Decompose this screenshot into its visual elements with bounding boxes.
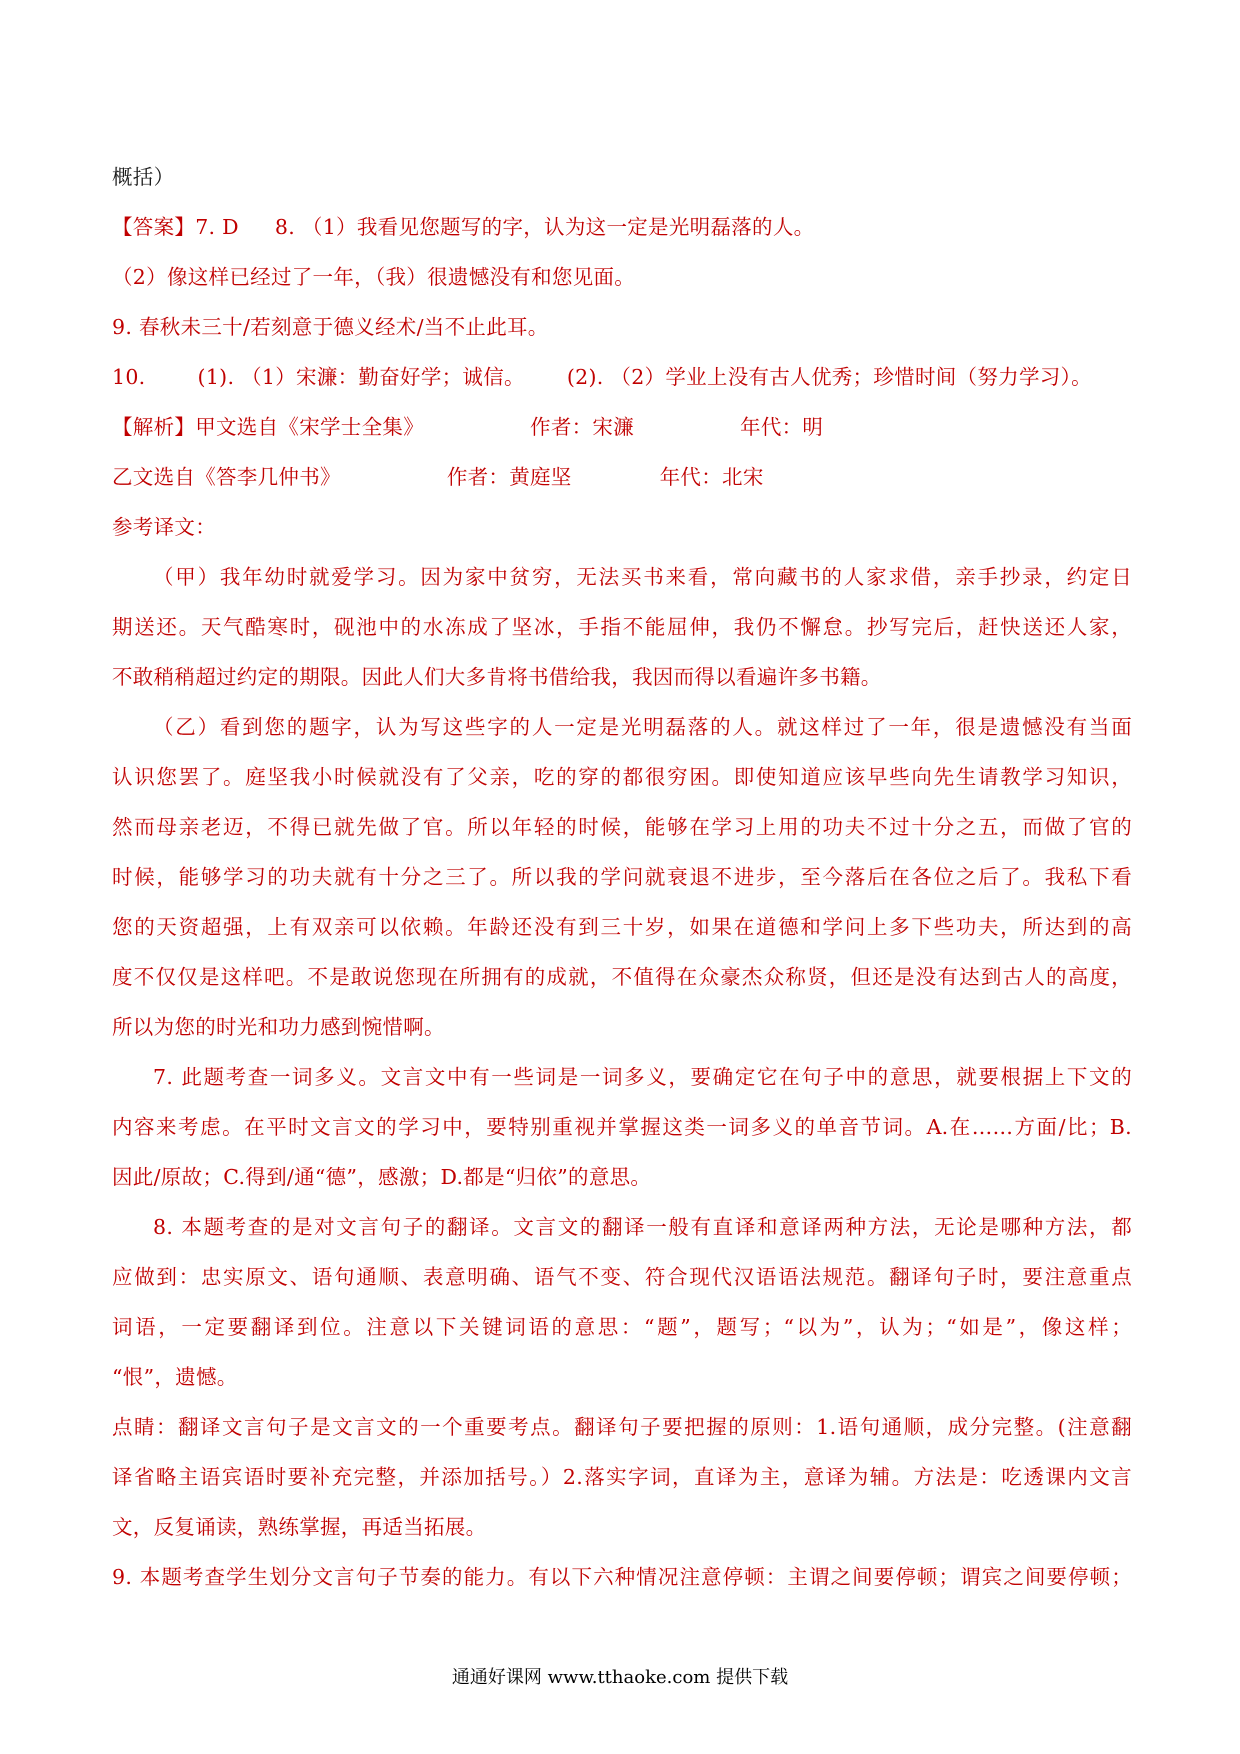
source-yi: 乙文选自《答李几仲书》 [112, 465, 341, 489]
analysis-7-line: 内容来考虑。在平时文言文的学习中，要特别重视并掌握这类一词多义的单音节词。A.在……方面/比；B. [112, 1115, 1132, 1139]
analysis-9-line: 9. 本题考查学生划分文言句子节奏的能力。有以下六种情况注意停顿：主谓之间要停顿；谓宾之间要停顿； [112, 1565, 1132, 1589]
analysis-8-line: 词语，一定要翻译到位。注意以下关键词语的意思：“题”，题写；“以为”，认为；“如是”，像这样； [112, 1315, 1132, 1339]
translation-yi-line: 您的天资超强，上有双亲可以依赖。年龄还没有到三十岁，如果在道德和学问上多下些功夫，所达到的高 [112, 915, 1132, 939]
translation-jia-line: 期送还。天气酷寒时，砚池中的水冻成了坚冰，手指不能屈伸，我仍不懈怠。抄写完后，赶快送还人家， [112, 615, 1132, 639]
era-jia: 年代：明 [740, 415, 824, 439]
analysis-8-line: 8. 本题考查的是对文言句子的翻译。文言文的翻译一般有直译和意译两种方法，无论是哪种方法，都 [153, 1215, 1132, 1239]
analysis-tag: 【解析】 [112, 415, 196, 439]
answer-8-2: （2）像这样已经过了一年，（我）很遗憾没有和您见面。 [112, 265, 636, 289]
author-yi: 作者：黄庭坚 [446, 465, 572, 489]
answer-tag: 【答案】 [112, 215, 196, 239]
translation-yi-line: 度不仅仅是这样吧。不是敢说您现在所拥有的成就，不值得在众豪杰众称贤，但还是没有达到古人的高度， [112, 965, 1132, 989]
text-line-intro: 概括） [112, 165, 175, 189]
answer-line-1 [112, 202, 1132, 252]
key-point-line: 点睛：翻译文言句子是文言文的一个重要考点。翻译句子要把握的原则：1.语句通顺，成分完整。(注意翻 [112, 1415, 1132, 1439]
translation-yi-line: 时候，能够学习的功夫就有十分之三了。所以我的学问就衰退不进步，至今落后在各位之后了。我私下看 [112, 865, 1132, 889]
translation-heading: 参考译文： [112, 515, 216, 539]
answer-10-part-1: (1). （1）宋濂：勤奋好学；诚信。 [197, 365, 525, 389]
analysis-source-line-1 [112, 402, 1132, 452]
analysis-8-line: “恨”，遗憾。 [112, 1365, 238, 1389]
answer-9: 9. 春秋未三十/若刻意于德义经术/当不止此耳。 [112, 315, 549, 339]
translation-yi-line: 认识您罢了。庭坚我小时候就没有了父亲，吃的穿的都很穷困。即使知道应该早些向先生请教学习知识， [112, 765, 1132, 789]
answer-7: 7. D [195, 215, 239, 239]
answer-8-1: 8. （1）我看见您题写的字，认为这一定是光明磊落的人。 [274, 215, 815, 239]
answer-10 [112, 352, 1132, 402]
translation-yi-line: 然而母亲老迈，不得已就先做了官。所以年轻的时候，能够在学习上用的功夫不过十分之五，而做了官的 [112, 815, 1132, 839]
analysis-7-line: 7. 此题考查一词多义。文言文中有一些词是一词多义，要确定它在句子中的意思，就要根据上下文的 [153, 1065, 1132, 1089]
document-page [112, 152, 1132, 1602]
translation-yi-line: （乙）看到您的题字，认为写这些字的人一定是光明磊落的人。就这样过了一年，很是遗憾没有当面 [153, 715, 1132, 739]
translation-yi-line: 所以为您的时光和功力感到惋惜啊。 [112, 1015, 445, 1039]
key-point-line: 文，反复诵读，熟练掌握，再适当拓展。 [112, 1515, 487, 1539]
source-jia: 甲文选自《宋学士全集》 [195, 415, 425, 439]
translation-jia-line: （甲）我年幼时就爱学习。因为家中贫穷，无法买书来看，常向藏书的人家求借，亲手抄录，约定日 [153, 565, 1132, 589]
analysis-8-line: 应做到：忠实原文、语句通顺、表意明确、语气不变、符合现代汉语语法规范。翻译句子时，要注意重点 [112, 1265, 1132, 1289]
analysis-7-line: 因此/原故；C.得到/通“德”，感激；D.都是“归依”的意思。 [112, 1165, 652, 1189]
translation-jia-line: 不敢稍稍超过约定的期限。因此人们大多肯将书借给我，我因而得以看遍许多书籍。 [112, 665, 882, 689]
author-jia: 作者：宋濂 [530, 415, 635, 439]
answer-10-number: 10. [112, 365, 146, 389]
page-footer: 通通好课网 www.tthaoke.com 提供下载 [451, 1667, 789, 1688]
era-yi: 年代：北宋 [659, 465, 764, 489]
analysis-source-line-2 [112, 452, 1132, 502]
answer-10-part-2: (2). （2）学业上没有古人优秀；珍惜时间（努力学习）。 [566, 365, 1092, 389]
key-point-line: 译省略主语宾语时要补充完整，并添加括号。）2.落实字词，直译为主，意译为辅。方法是：吃透课内文言 [112, 1465, 1132, 1489]
